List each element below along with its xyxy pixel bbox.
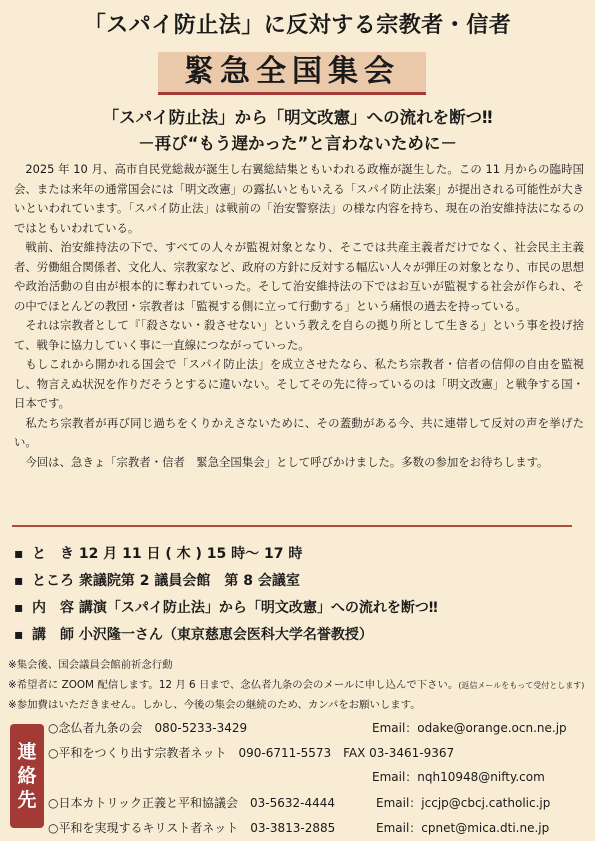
divider [12,525,572,527]
contact-4-email[interactable]: Email：cpnet@mica.dti.ne.jp [376,821,550,835]
paragraph: もしこれから開かれる国会で「スパイ防止法」を成立させたなら、私たち宗教者・信者の信仰の自由を監視し、物言えぬ状況を作りだそうとするに違いない。そしてその先に待っているのは「明文改憲」と戦争する国・日本です。 [14,357,584,410]
body-text [14,160,584,472]
contact-2-email[interactable]: Email：nqh10948@nifty.com [372,770,545,784]
paragraph: 戦前、治安維持法の下で、すべての人々が監視対象となり、そこでは共産主義者だけでなく、社会民主主義者、労働組合関係者、文化人、宗教家など、政府の方針に反対する幅広い人々が弾圧の対象となり、市民の思想や政治活動の自由が根本的に奪われていった。そして治安維持法の下ではお互いが監視する社会が作られ、その中でほとんどの教団・宗教者は「監視する側に立って行動する」という痛恨の過去を持っている。 [14,240,584,313]
contact-1-email[interactable]: Email：odake@orange.ocn.ne.jp [372,721,567,735]
contact-1-name: ○念仏者九条の会 080-5233-3429 [48,721,248,735]
info-speaker-text: 講 師 小沢隆一さん（東京慈恵会医科大学名誉教授） [32,627,373,643]
contact-2-name: ○平和をつくり出す宗教者ネット 090-6711-5573 FAX 03-3461-9367 [48,746,455,760]
contact-3-email[interactable]: Email：jccjp@cbcj.catholic.jp [376,796,551,810]
info-content-text: 内 容 講演「スパイ防止法」から「明文改憲」への流れを断つ‼ [32,600,438,616]
info-speaker [14,624,584,644]
subtitle-line2: －再び“もう遅かった”と言わないために－ [138,134,457,153]
paragraph: 今回は、急きょ「宗教者・信者 緊急全国集会」として呼びかけました。多数の参加をお待ちします。 [25,454,549,469]
info-when [14,543,584,563]
info-when-text: と き 12 月 11 日 ( 木 ) 15 時～ 17 時 [32,546,303,562]
title-underline [158,92,426,95]
info-where-text: ところ 衆議院第 2 議員会館 第 8 会議室 [32,573,300,589]
note-2-text: ※希望者に ZOOM 配信します。12 月 6 日まで、念仏者九条の会のメールに申し込んで下さい。 [8,679,459,691]
note-2-small: (返信メールをもって受付とします) [458,681,585,690]
main-title: 緊急全国集会 [184,54,400,89]
contact-3-name: ○日本カトリック正義と平和協議会 03-5632-4444 [48,796,335,810]
info-content [14,597,584,617]
contact-tag-char: 先 [17,789,37,811]
paragraph: それは宗教者として『「殺さない・殺させない」という教えを自らの拠り所として生きる」という事を投げ捨て、戦争に協力していく事に一直線につながっていった。 [14,318,584,352]
bullet: ▪ [14,627,24,643]
bullet: ▪ [14,546,24,562]
contact-4-name: ○平和を実現するキリスト者ネット 03-3813-2885 [48,821,336,835]
contact-tag-char: 連 [17,741,37,763]
contact-tag-char: 絡 [17,765,37,787]
bullet: ▪ [14,573,24,589]
header-title: 「スパイ防止法」に反対する宗教者・信者 [83,13,512,38]
note-1: ※集会後、国会議員会館前祈念行動 [8,659,173,671]
contact-tag [10,724,44,828]
subtitle-line1: 「スパイ防止法」から「明文改憲」への流れを断つ‼ [102,108,493,127]
paragraph: 私たち宗教者が再び同じ過ちをくりかえさないために、その蓋動がある今、共に連帯して反対の声を挙げたい。 [14,415,584,449]
note-2 [8,676,593,691]
note-3: ※参加費はいただきません。しかし、今後の集会の継続のため、カンパをお願いします。 [8,699,421,711]
paragraph: 2025 年 10 月、高市自民党総裁が誕生し右翼総結集ともいわれる政権が誕生した。この 11 月からの臨時国会、または来年の通常国会には「明文改憲」の露払いともいえる「スパイ防止法案」が提出される可能性が大きいといわれています。「スパイ防止法」は戦前の「治安警察法」の様な内容を持ち、現在の治安維持法になるのではともいわれている。 [14,162,584,235]
info-where [14,570,584,590]
bullet: ▪ [14,600,24,616]
